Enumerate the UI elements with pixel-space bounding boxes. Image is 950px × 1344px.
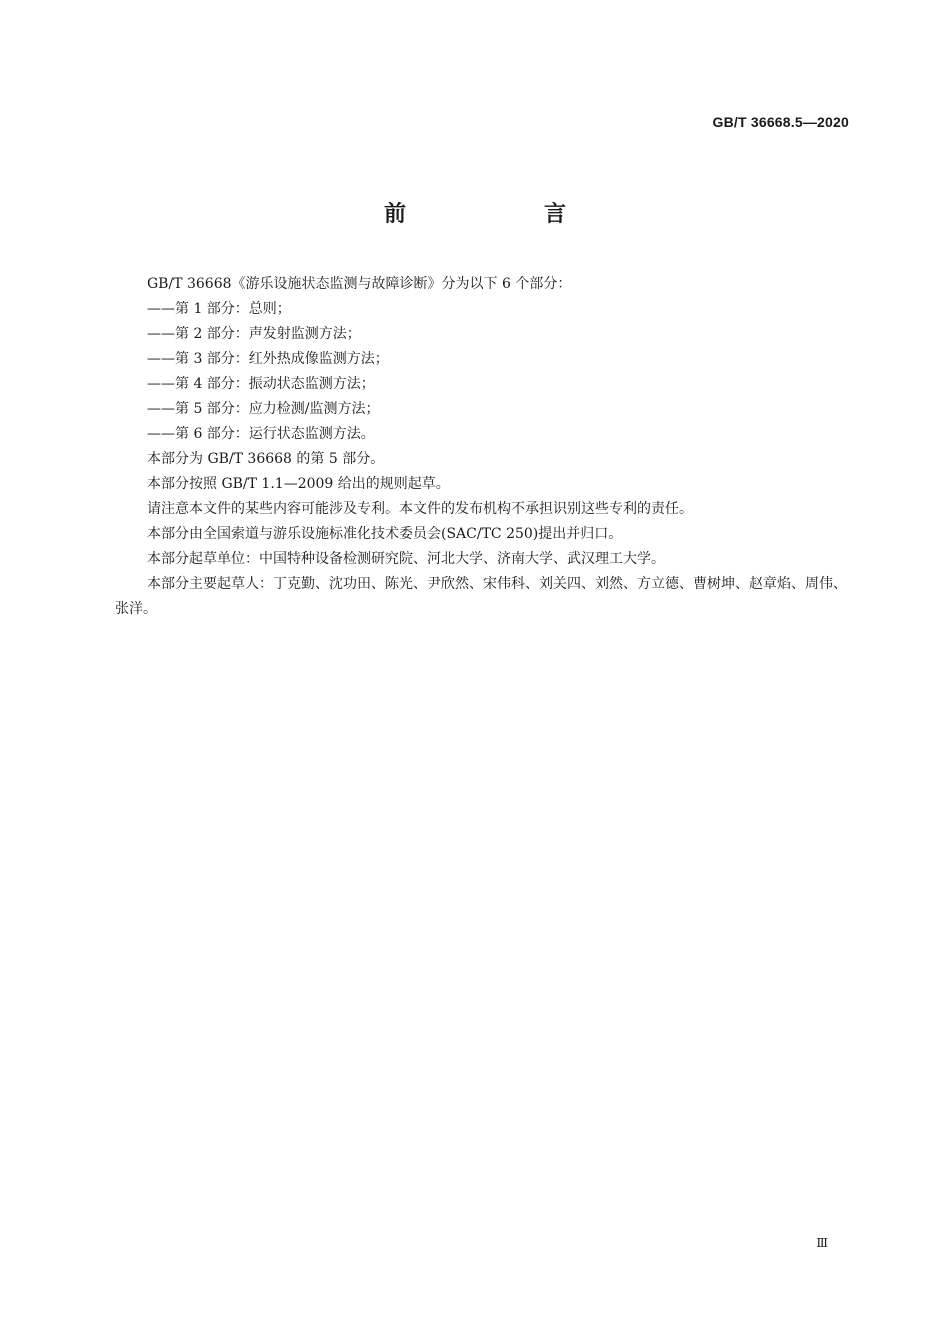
list-item: ——第 5 部分：应力检测/监测方法； — [147, 401, 380, 417]
intro-paragraph: GB/T 36668《游乐设施状态监测与故障诊断》分为以下 6 个部分： — [147, 276, 572, 292]
foreword-body — [115, 272, 855, 622]
paragraph: 请注意本文件的某些内容可能涉及专利。本文件的发布机构不承担识别这些专利的责任。 — [147, 501, 693, 517]
page-title: 前 言 — [383, 202, 624, 227]
list-item: ——第 2 部分：声发射监测方法； — [147, 326, 361, 342]
paragraph: 本部分按照 GB/T 1.1—2009 给出的规则起草。 — [147, 476, 450, 492]
paragraph: 本部分起草单位：中国特种设备检测研究院、河北大学、济南大学、武汉理工大学。 — [147, 551, 665, 567]
list-item: ——第 6 部分：运行状态监测方法。 — [147, 426, 375, 442]
list-item: ——第 4 部分：振动状态监测方法； — [147, 376, 375, 392]
standard-code: GB/T 36668.5—2020 — [712, 114, 849, 130]
paragraph: 本部分主要起草人：丁克勤、沈功田、陈光、尹欣然、宋伟科、刘关四、刘然、方立德、曹树坤、赵章焰、周伟、张洋。 — [115, 576, 847, 617]
page-number: Ⅲ — [816, 1236, 828, 1250]
list-item: ——第 3 部分：红外热成像监测方法； — [147, 351, 389, 367]
list-item: ——第 1 部分：总则； — [147, 301, 291, 317]
paragraph: 本部分由全国索道与游乐设施标准化技术委员会(SAC/TC 250)提出并归口。 — [147, 526, 623, 542]
paragraph: 本部分为 GB/T 36668 的第 5 部分。 — [147, 451, 385, 467]
